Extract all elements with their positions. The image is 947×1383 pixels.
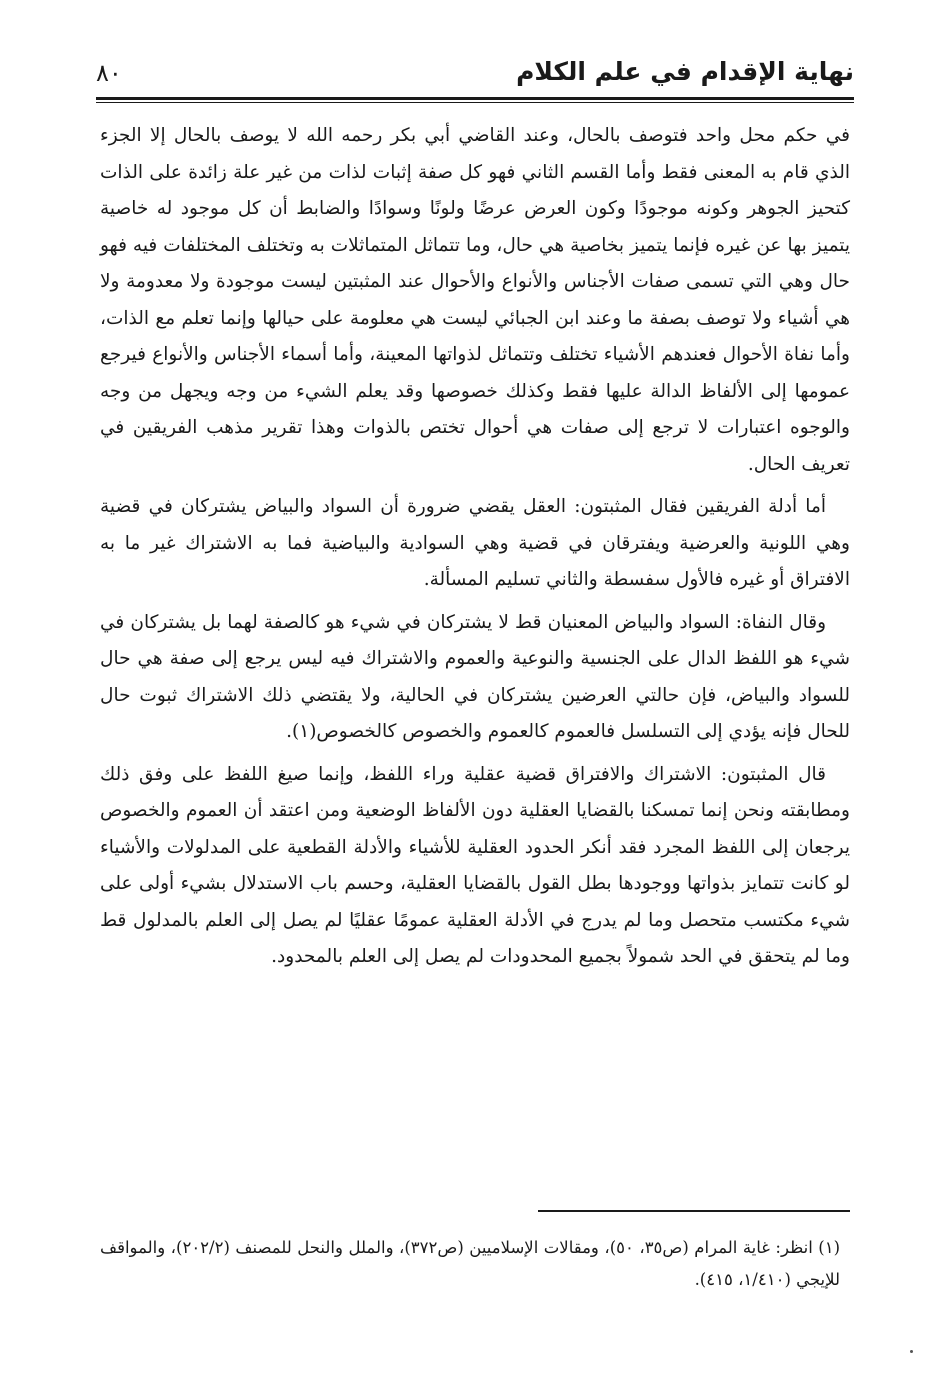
scan-speck <box>910 1350 913 1353</box>
book-title: نهاية الإقدام في علم الكلام <box>516 57 854 86</box>
footnote-1: (١) انظر: غاية المرام (ص٣٥، ٥٠)، ومقالات الإسلاميين (ص٣٧٢)، والملل والنحل للمصنف (٢٠٢/٢)، والمواقف للإيجي (١/٤١٠، ٤١٥). <box>100 1238 841 1289</box>
paragraph-1: في حكم محل واحد فتوصف بالحال، وعند القاضي أبي بكر رحمه الله لا يوصف بالحال إلا الجزء الذي قام به المعنى فقط وأما القسم الثاني فهو كل صفة إثبات لذات من غير علة زائدة على الذات كتحيز الجوهر وكونه موجودًا وكون العرض عرضًا ولونًا وسوادًا والضابط أن كل موجود له خاصية يتميز بها عن غيره فإنما يتميز بخاصية هي حال، وما تتماثل المتماثلات به وتختلف المختلفات فيه فهو حال وهي التي تسمى صفات الأجناس والأنواع والأحوال عند المثبتين ليست موجودة ولا معدومة ولا هي أشياء ولا توصف بصفة ما وعند ابن الجبائي ليست هي معلومة على حيالها وإنما تعلم مع الذات، وأما نفاة الأحوال فعندهم الأشياء تختلف وتتماثل لذواتها المعينة، وأما أسماء الأجناس والأنواع فيرجع عمومها إلى الألفاظ الدالة عليها فقط وكذلك خصوصها وقد يعلم الشيء من وجه ويجهل من وجه والوجوه اعتبارات لا ترجع إلى صفات هي أحوال تختص بالذوات وهذا تقرير مذهب الفريقين في تعريف الحال. <box>100 125 850 475</box>
paragraph-2: أما أدلة الفريقين فقال المثبتون: العقل يقضي ضرورة أن السواد والبياض يشتركان في قضية وهي اللونية والعرضية ويفترقان في قضية وهي السوادية والبياضية فما به الاشتراك غير ما به الافتراق أو غيره فالأول سفسطة والثاني تسليم المسألة. <box>100 496 850 590</box>
footnotes <box>100 1232 840 1296</box>
paragraph-4: قال المثبتون: الاشتراك والافتراق قضية عقلية وراء اللفظ، وإنما صيغ اللفظ على وفق ذلك ومطابقته ونحن إنما تمسكنا بالقضايا العقلية دون الألفاظ الوضعية ومن اعتقد أن العموم والخصوص يرجعان إلى اللفظ المجرد فقد أنكر الحدود العقلية للأشياء والأدلة القطعية على المدلولات والأشياء لو كانت تتمايز بذواتها ووجودها بطل القول بالقضايا العقلية، وحسم باب الاستدلال بشيء أولى على شيء مكتسب متحصل وما لم يدرج في الأدلة العقلية عمومًا عقليًا لم يصل إلى العلم بالمدلول قط وما لم يتحقق في الحد شمولاً بجميع المحدودات لم يصل إلى العلم بالمحدود. <box>100 763 850 967</box>
page-number: ٨٠ <box>96 59 122 87</box>
header-rule <box>96 97 854 100</box>
footnote-separator <box>538 1210 850 1212</box>
paragraph-3: وقال النفاة: السواد والبياض المعنيان قط لا يشتركان في شيء هو كالصفة لهما بل يشتركان في شيء هو اللفظ الدال على الجنسية والنوعية والعموم والاشتراك فيه ليس يرجع إلى صفة هي حال للسواد والبياض، فإن حالتي العرضين يشتركان في الحالية، ولا يقتضي ذلك الاشتراك ثبوت حال للحال فإنه يؤدي إلى التسلسل فالعموم كالعموم والخصوص كالخصوص(١). <box>100 611 850 742</box>
main-text <box>100 118 850 976</box>
header-rule-thin <box>96 102 854 103</box>
running-header <box>96 52 854 98</box>
